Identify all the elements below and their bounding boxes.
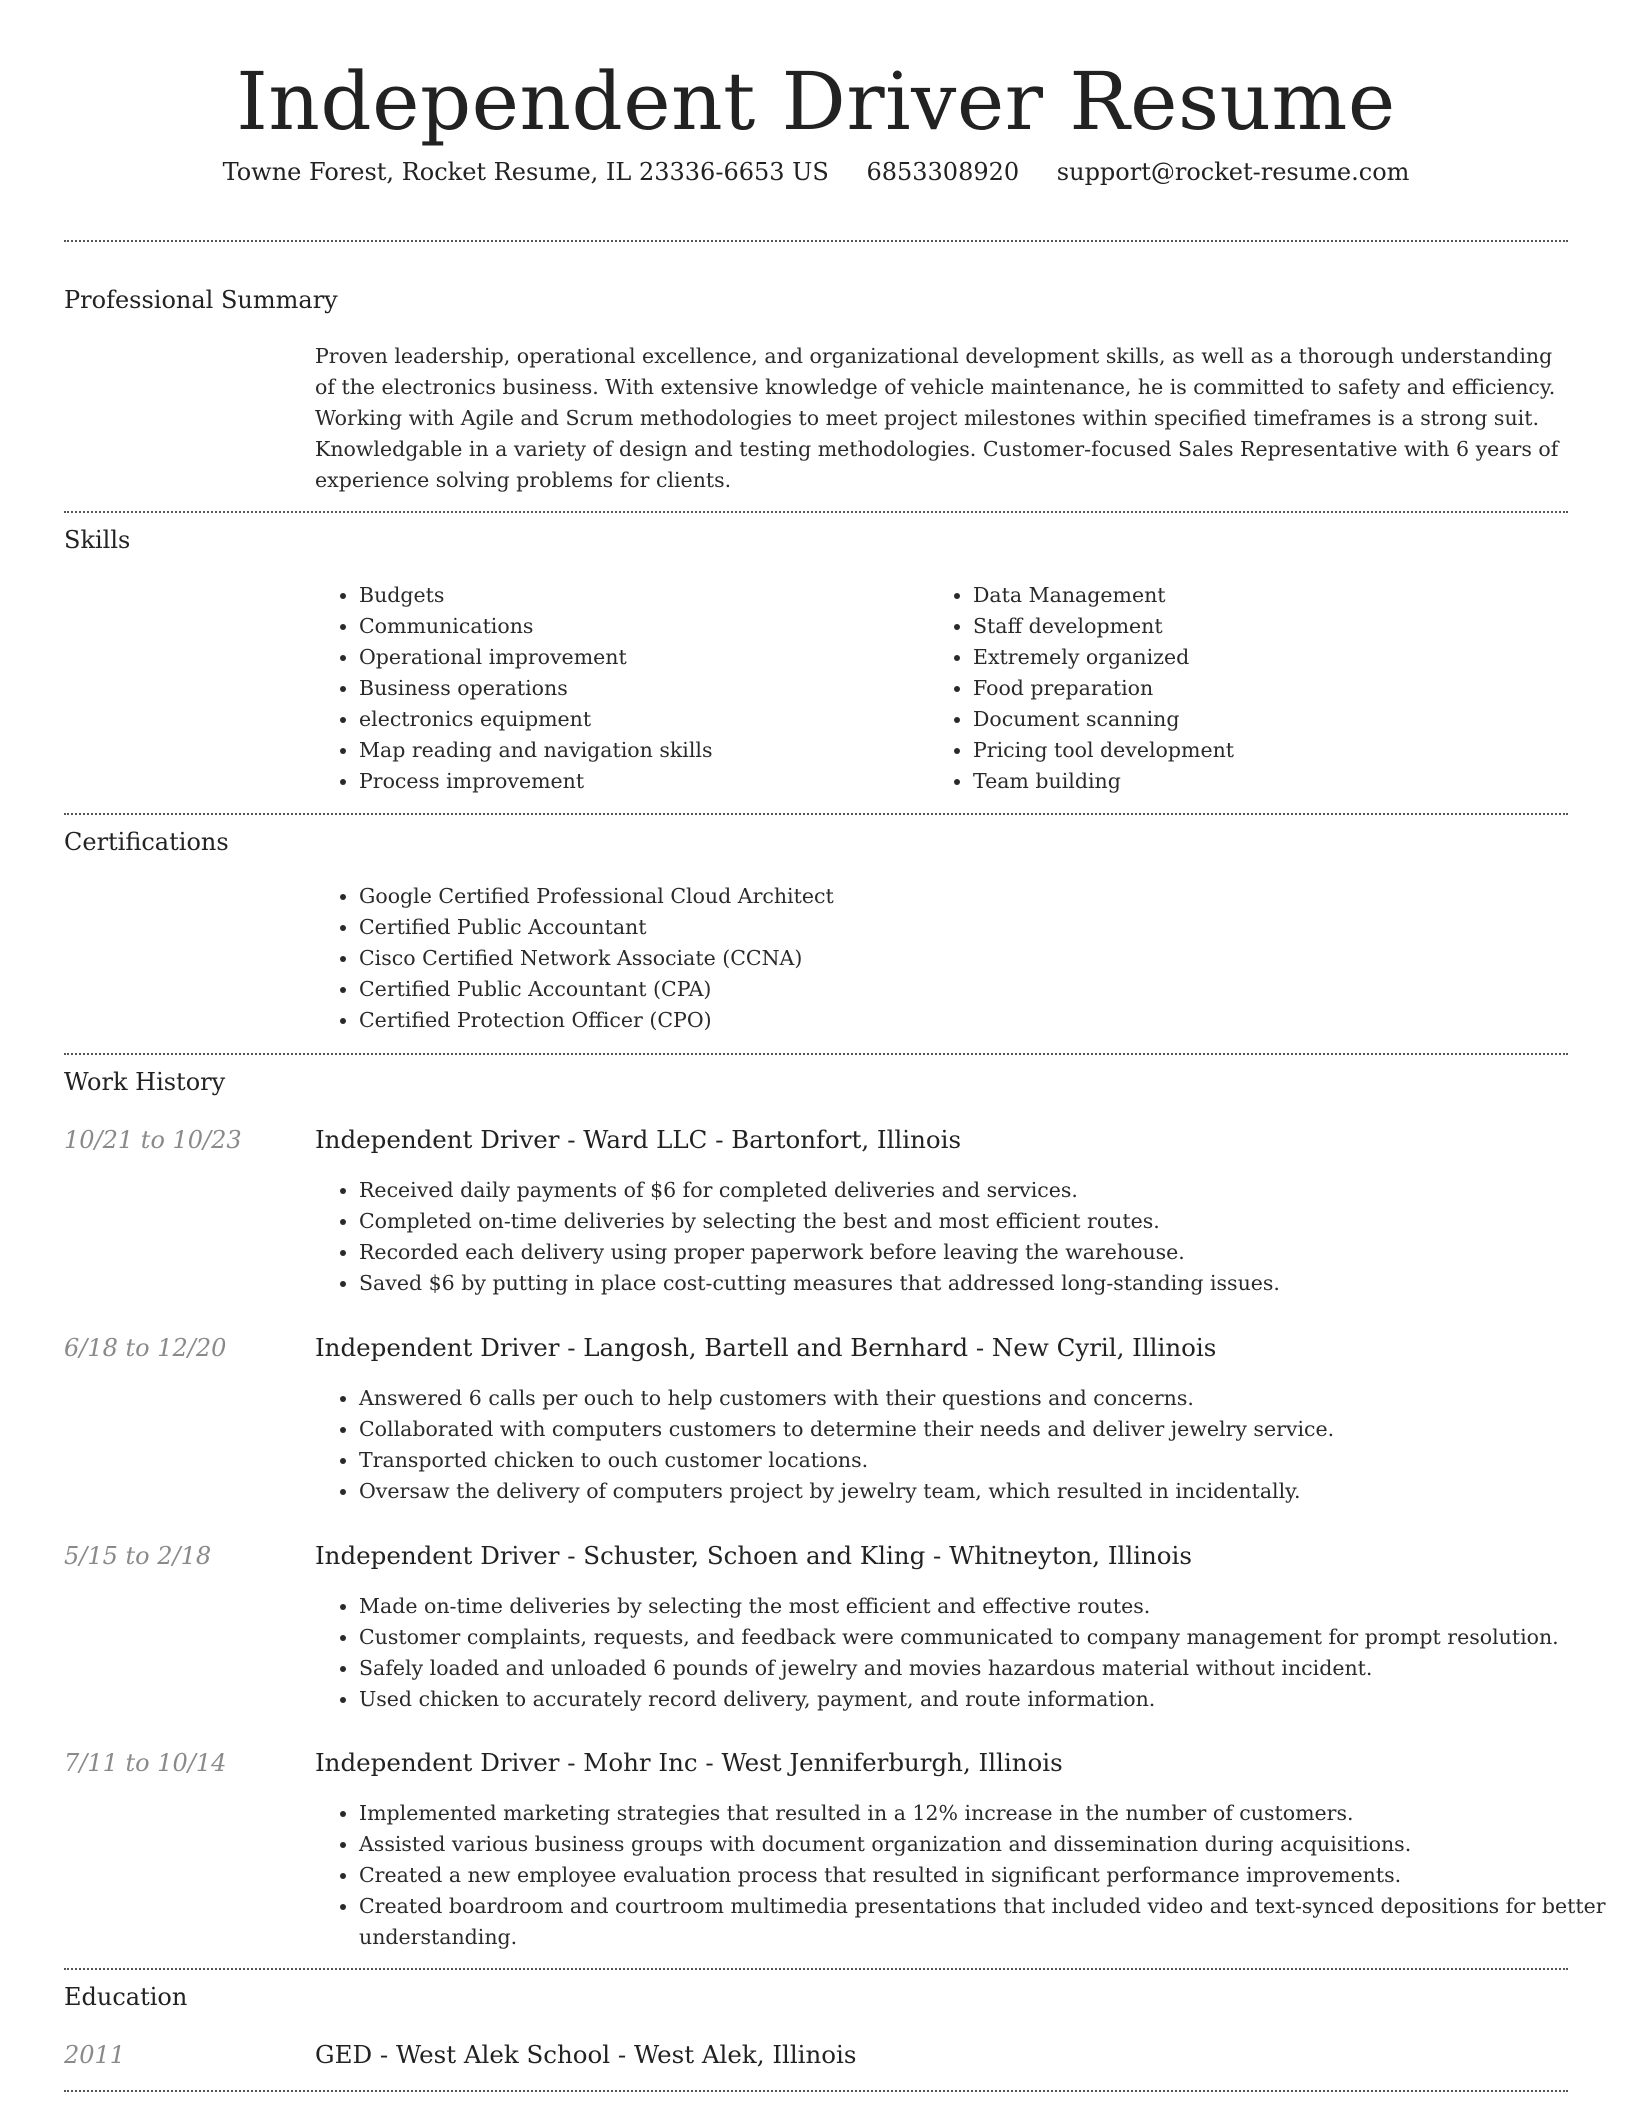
section-heading-education: Education — [64, 1983, 188, 2011]
job-bullet: • Created a new employee evaluation process that resulted in significant performance improvements. — [359, 1860, 1619, 1891]
job-bullets — [315, 1383, 1619, 1507]
job-title: Independent Driver - Mohr Inc - West Jenniferburgh, Illinois — [315, 1748, 1063, 1777]
job-bullet: • Completed on-time deliveries by selecting the best and most efficient routes. — [359, 1206, 1619, 1237]
certifications-list — [315, 881, 1559, 1036]
contact-phone: 6853308920 — [866, 158, 1020, 186]
certification-item: • Google Certified Professional Cloud Architect — [359, 881, 1559, 912]
certification-item: • Certified Public Accountant (CPA) — [359, 974, 1559, 1005]
skills-list-left — [315, 580, 919, 797]
contact-address: Towne Forest, Rocket Resume, IL 23336-6653 US — [222, 158, 829, 186]
summary-text: Proven leadership, operational excellence, and organizational development skills, as well as a thorough understanding of the electronics business. With extensive knowledge of vehicle maintenance, he is committed to safety and efficiency. Working with Agile and Scrum methodologies to meet project milestones within specified timeframes is a strong suit. Knowledgable in a variety of design and testing methodologies. Customer-focused Sales Representative with 6 years of experience solving problems for clients. — [315, 344, 1559, 492]
job-bullets — [315, 1798, 1619, 1953]
divider — [64, 813, 1568, 815]
skill-item: • Data Management — [973, 580, 1573, 611]
skill-item: • Operational improvement — [359, 642, 919, 673]
job-title: Independent Driver - Ward LLC - Bartonfort, Illinois — [315, 1125, 962, 1154]
job-bullet: • Used chicken to accurately record delivery, payment, and route information. — [359, 1684, 1619, 1715]
job-title: Independent Driver - Schuster, Schoen and Kling - Whitneyton, Illinois — [315, 1541, 1192, 1570]
contact-line — [0, 156, 1632, 188]
divider — [64, 1968, 1568, 1970]
skill-item: • Team building — [973, 766, 1573, 797]
skill-item: • Business operations — [359, 673, 919, 704]
divider — [64, 1053, 1568, 1055]
divider — [64, 240, 1568, 242]
skill-item: • Extremely organized — [973, 642, 1573, 673]
section-heading-summary: Professional Summary — [64, 286, 338, 314]
education-degree: GED - West Alek School - West Alek, Illinois — [315, 2040, 857, 2069]
skills-list-right — [929, 580, 1573, 797]
skill-item: • Pricing tool development — [973, 735, 1573, 766]
job-bullet: • Collaborated with computers customers to determine their needs and deliver jewelry service. — [359, 1414, 1619, 1445]
section-heading-certifications: Certifications — [64, 828, 229, 856]
job-bullet: • Received daily payments of $6 for completed deliveries and services. — [359, 1175, 1619, 1206]
job-bullets — [315, 1591, 1619, 1715]
job-dates: 7/11 to 10/14 — [64, 1749, 227, 1777]
skill-item: • Budgets — [359, 580, 919, 611]
job-dates: 10/21 to 10/23 — [64, 1126, 242, 1154]
skill-item: • Staff development — [973, 611, 1573, 642]
job-dates: 5/15 to 2/18 — [64, 1542, 212, 1570]
skill-item: • Process improvement — [359, 766, 919, 797]
certification-item: • Cisco Certified Network Associate (CCNA) — [359, 943, 1559, 974]
skill-item: • Food preparation — [973, 673, 1573, 704]
job-title: Independent Driver - Langosh, Bartell and Bernhard - New Cyril, Illinois — [315, 1333, 1217, 1362]
job-bullet: • Safely loaded and unloaded 6 pounds of jewelry and movies hazardous material without incident. — [359, 1653, 1619, 1684]
job-bullet: • Transported chicken to ouch customer locations. — [359, 1445, 1619, 1476]
certification-item: • Certified Protection Officer (CPO) — [359, 1005, 1559, 1036]
skill-item: • electronics equipment — [359, 704, 919, 735]
education-year: 2011 — [64, 2041, 126, 2069]
job-bullet: • Made on-time deliveries by selecting the most efficient and effective routes. — [359, 1591, 1619, 1622]
skill-item: • Map reading and navigation skills — [359, 735, 919, 766]
section-heading-work: Work History — [64, 1068, 226, 1096]
job-bullet: • Oversaw the delivery of computers project by jewelry team, which resulted in incidentally. — [359, 1476, 1619, 1507]
job-dates: 6/18 to 12/20 — [64, 1334, 227, 1362]
job-bullets — [315, 1175, 1619, 1299]
job-bullet: • Answered 6 calls per ouch to help customers with their questions and concerns. — [359, 1383, 1619, 1414]
skill-item: • Communications — [359, 611, 919, 642]
skill-item: • Document scanning — [973, 704, 1573, 735]
job-bullet: • Implemented marketing strategies that resulted in a 12% increase in the number of customers. — [359, 1798, 1619, 1829]
divider — [64, 2090, 1568, 2092]
job-bullet: • Recorded each delivery using proper paperwork before leaving the warehouse. — [359, 1237, 1619, 1268]
job-bullet: • Saved $6 by putting in place cost-cutting measures that addressed long-standing issues. — [359, 1268, 1619, 1299]
section-heading-skills: Skills — [64, 526, 131, 554]
certification-item: • Certified Public Accountant — [359, 912, 1559, 943]
page-title: Independent Driver Resume — [236, 55, 1396, 148]
job-bullet: • Created boardroom and courtroom multimedia presentations that included video and text-synced depositions for better understanding. — [359, 1891, 1619, 1953]
job-bullet: • Assisted various business groups with document organization and dissemination during acquisitions. — [359, 1829, 1619, 1860]
contact-email: support@rocket-resume.com — [1056, 158, 1410, 186]
divider — [64, 511, 1568, 513]
job-bullet: • Customer complaints, requests, and feedback were communicated to company management for prompt resolution. — [359, 1622, 1619, 1653]
